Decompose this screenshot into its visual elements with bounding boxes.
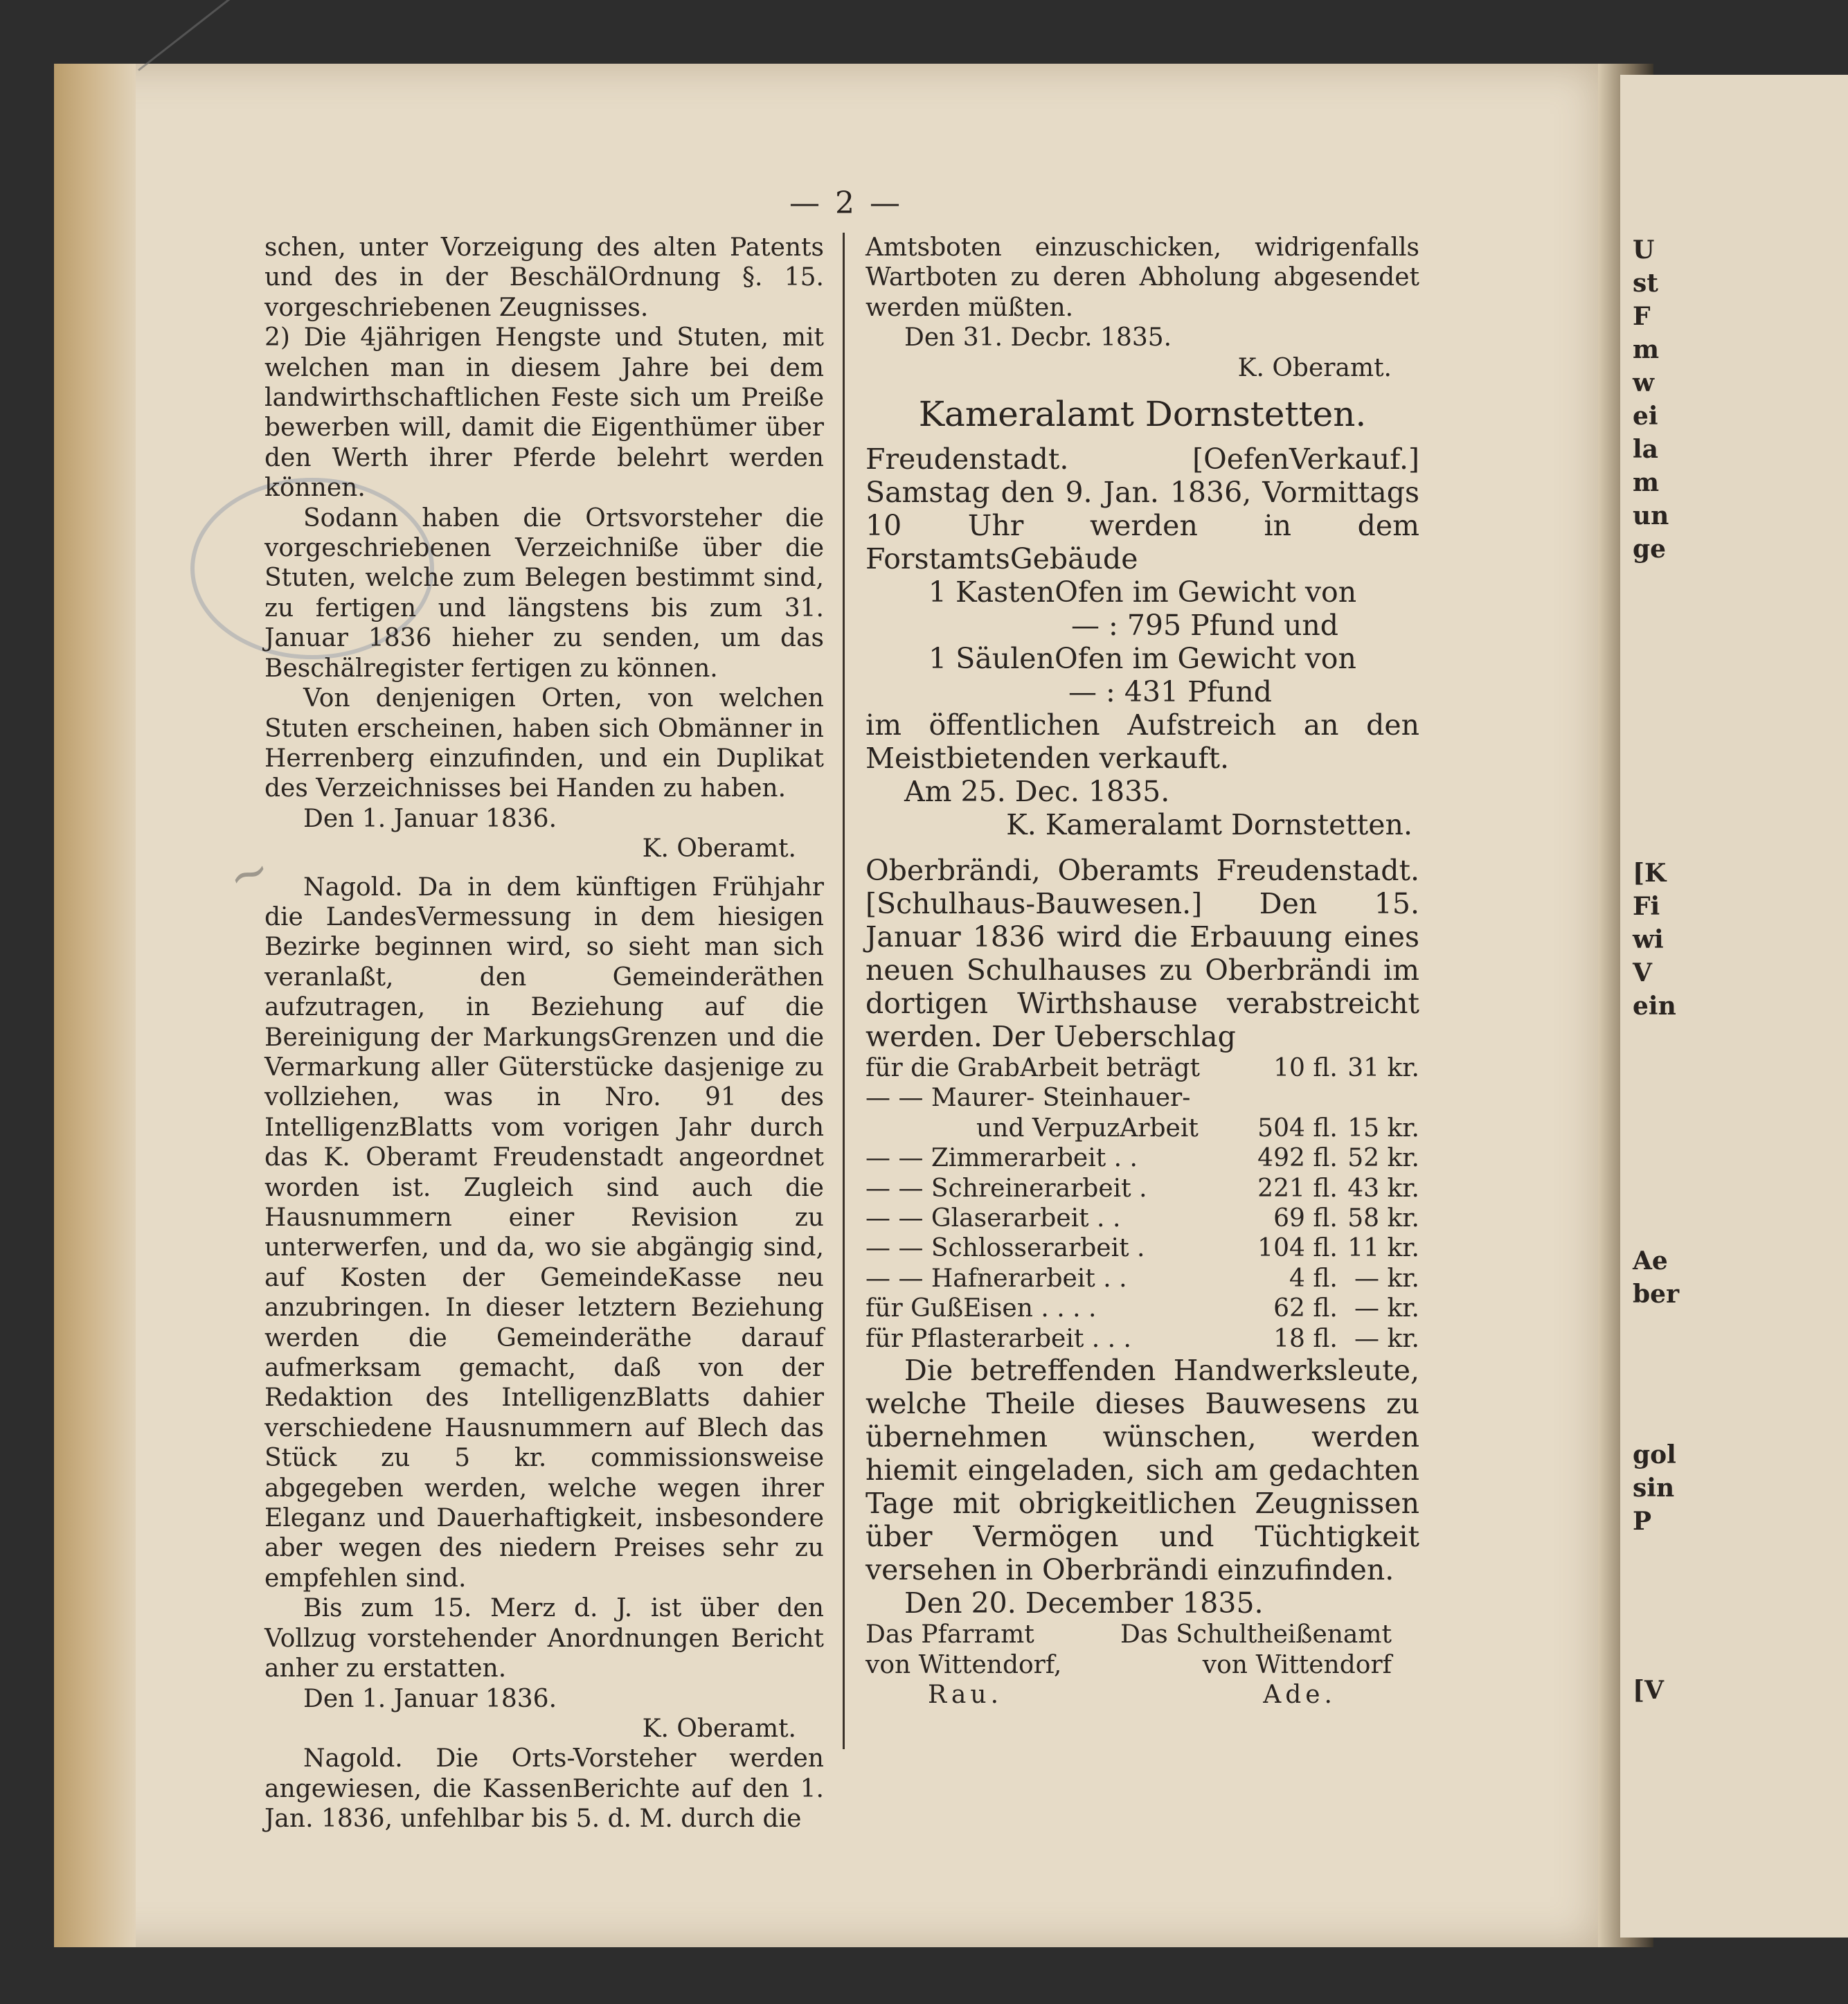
next-page-text-fragment: ein xyxy=(1633,992,1676,1021)
paragraph: Sodann haben die Ortsvorsteher die vorgeschriebenen Verzeichniße über die Stuten, welche zum Belegen bestimmt sind, zu fertigen und längstens bis zum 31. Januar 1836 hieher zu senden, um das Beschälregister fertigen zu können. xyxy=(264,503,824,683)
cost-label: — — Glaserarbeit . . xyxy=(865,1204,1121,1233)
cost-table xyxy=(865,1053,1419,1354)
cost-kreuzer: 58 kr. xyxy=(1347,1204,1419,1233)
cost-label: für Pflasterarbeit . . . xyxy=(865,1324,1131,1353)
next-page-text-fragment: [V xyxy=(1633,1676,1664,1705)
next-page-text-fragment: F xyxy=(1633,302,1651,331)
paragraph: 2) Die 4jährigen Hengste und Stuten, mit welchen man in diesem Jahre bei dem landwirthschaftlichen Feste sich um Preiße bewerben will, damit die Eigenthümer über den Werth ihrer Pferde belehrt werden können. xyxy=(264,323,824,503)
cost-kreuzer: — kr. xyxy=(1354,1294,1419,1323)
cost-kreuzer: 15 kr. xyxy=(1347,1113,1419,1143)
cost-row xyxy=(865,1324,1419,1354)
next-page-text-fragment: ge xyxy=(1633,535,1667,564)
next-page-text-fragment: [K xyxy=(1633,859,1667,888)
cost-row xyxy=(865,1174,1419,1204)
dateline: Am 25. Dec. 1835. xyxy=(904,775,1170,809)
next-page-text-fragment: U xyxy=(1633,235,1655,265)
signature-name: Rau. xyxy=(928,1680,1003,1709)
next-page-text-fragment: ei xyxy=(1633,402,1658,431)
paragraph: Nagold. Da in dem künftigen Frühjahr die LandesVermessung in dem hiesigen Bezirke beginnen wird, so sieht man sich veranlaßt, den Gemeinderäthen aufzutragen, in Beziehung auf die Bereinigung der MarkungsGrenzen und die Vermarkung aller Güterstücke dasjenige zu vollziehen, was in Nro. 91 des IntelligenzBlatts vom vorigen Jahr durch das K. Oberamt Freudenstadt angeordnet worden ist. Zugleich sind auch die Hausnummern einer Revision zu unterwerfen, und da, wo sie abgängig sind, auf Kosten der GemeindeKasse neu anzubringen. In dieser letztern Beziehung werden die Gemeinderäthe darauf aufmerksam gemacht, daß von der Redaktion des IntelligenzBlatts dahier verschiedene Hausnummern auf Blech das Stück zu 5 kr. commissionsweise abgegeben werden, welche wegen ihrer Eleganz und Dauerhaftigkeit, insbesondere aber wegen des niedern Preises sehr zu empfehlen sind. xyxy=(264,873,824,1593)
cost-label: — — Schreinerarbeit . xyxy=(865,1174,1147,1203)
signature-office: Das Schultheißenamt xyxy=(1120,1620,1392,1649)
cost-row xyxy=(865,1233,1419,1263)
signature: K. Kameralamt Dornstetten. xyxy=(1006,808,1412,842)
cost-florins: 10 fl. xyxy=(1273,1054,1338,1083)
paragraph: Bis zum 15. Merz d. J. ist über den Vollzug vorstehender Anordnungen Bericht anher zu erstatten. xyxy=(264,1594,824,1683)
next-page-text-fragment: P xyxy=(1633,1507,1652,1536)
dateline: Den 31. Decbr. 1835. xyxy=(904,323,1172,352)
cost-florins: 221 fl. xyxy=(1257,1174,1338,1203)
signature-place: von Wittendorf, xyxy=(865,1650,1062,1679)
signature-place: von Wittendorf xyxy=(1202,1650,1392,1679)
cost-row xyxy=(865,1143,1419,1173)
cost-row xyxy=(865,1083,1419,1113)
sale-item: 1 KastenOfen im Gewicht von xyxy=(928,575,1357,609)
cost-florins: 492 fl. xyxy=(1257,1144,1338,1173)
cost-label: — — Zimmerarbeit . . xyxy=(865,1144,1138,1173)
next-page-text-fragment: w xyxy=(1633,368,1654,397)
next-page-text-fragment: sin xyxy=(1633,1474,1675,1503)
dateline: Den 20. December 1835. xyxy=(904,1586,1264,1620)
right-column xyxy=(865,233,1419,1710)
cost-kreuzer xyxy=(1338,1083,1419,1113)
cost-row xyxy=(865,1113,1419,1143)
cost-row xyxy=(865,1053,1419,1083)
cost-label: für die GrabArbeit beträgt xyxy=(865,1054,1200,1083)
cost-row xyxy=(865,1294,1419,1323)
next-page-text-fragment: ber xyxy=(1633,1280,1680,1309)
cost-row xyxy=(865,1204,1419,1233)
cost-florins: 62 fl. xyxy=(1273,1294,1338,1323)
dateline: Den 1. Januar 1836. xyxy=(303,804,557,833)
next-page-text-fragment: V xyxy=(1633,958,1652,987)
cost-kreuzer: 11 kr. xyxy=(1347,1234,1419,1263)
sale-item-weight: — : 431 Pfund xyxy=(1068,675,1272,709)
cost-label: für GußEisen . . . . xyxy=(865,1294,1097,1323)
cost-florins: 4 fl. xyxy=(1289,1264,1338,1293)
cost-florins: 18 fl. xyxy=(1273,1324,1338,1353)
sale-item-weight: — : 795 Pfund und xyxy=(1070,609,1339,643)
paragraph: im öffentlichen Aufstreich an den Meistbietenden verkauft. xyxy=(865,708,1419,776)
next-page-text-fragment: wi xyxy=(1633,925,1664,954)
column-rule xyxy=(843,233,845,1749)
handwritten-note: ~ xyxy=(219,839,278,907)
sale-item: 1 SäulenOfen im Gewicht von xyxy=(929,642,1356,676)
next-page-text-fragment: gol xyxy=(1633,1440,1676,1469)
next-page-text-fragment: st xyxy=(1633,269,1658,298)
paragraph: Von denjenigen Orten, von welchen Stuten erscheinen, haben sich Obmänner in Herrenberg einzufinden, und ein Duplikat des Verzeichnisses bei Handen zu haben. xyxy=(264,684,824,803)
next-page-edge xyxy=(1620,75,1848,1938)
next-page-text-fragment: Ae xyxy=(1633,1246,1668,1276)
cost-label: und VerpuzArbeit xyxy=(976,1113,1199,1143)
pencil-mark xyxy=(138,0,297,71)
paragraph: Freudenstadt. [OefenVerkauf.] Samstag den 9. Jan. 1836, Vormittags 10 Uhr werden in dem ForstamtsGebäude xyxy=(865,442,1419,576)
paragraph: Nagold. Die Orts-Vorsteher werden angewiesen, die KassenBerichte auf den 1. Jan. 1836, unfehlbar bis 5. d. M. durch die xyxy=(264,1744,824,1834)
cost-florins: 104 fl. xyxy=(1257,1234,1338,1263)
paragraph: Oberbrändi, Oberamts Freudenstadt. [Schulhaus-Bauwesen.] Den 15. Januar 1836 wird die Erbauung eines neuen Schulhauses zu Oberbrändi im dortigen Wirthshause verabstreicht werden. Der Ueberschlag xyxy=(865,854,1419,1054)
cost-label: — — Schlosserarbeit . xyxy=(865,1234,1145,1263)
cost-kreuzer: — kr. xyxy=(1354,1264,1419,1293)
left-column xyxy=(264,233,824,1834)
page-number: — 2 — xyxy=(789,186,903,221)
signature: K. Oberamt. xyxy=(642,1714,796,1743)
cost-florins: 504 fl. xyxy=(1257,1113,1338,1143)
cost-kreuzer: 52 kr. xyxy=(1347,1144,1419,1173)
next-page-text-fragment: Fi xyxy=(1633,892,1660,921)
signature-office: Das Pfarramt xyxy=(865,1620,1034,1649)
cost-label: — — Hafnerarbeit . . xyxy=(865,1264,1127,1293)
signature: K. Oberamt. xyxy=(1237,353,1392,382)
next-page-text-fragment: la xyxy=(1633,435,1659,464)
signature-block xyxy=(865,1620,1419,1710)
paragraph: Die betreffenden Handwerksleute, welche Theile dieses Bauwesens zu übernehmen wünschen, werden hiemit eingeladen, sich am gedachten Tage mit obrigkeitlichen Zeugnissen über Vermögen und Tüchtigkeit versehen in Oberbrändi einzufinden. xyxy=(865,1354,1419,1587)
section-heading: Kameralamt Dornstetten. xyxy=(918,394,1367,435)
paragraph: Amtsboten einzuschicken, widrigenfalls Wartboten zu deren Abholung abgesendet werden müßten. xyxy=(865,233,1419,322)
signature-name: Ade. xyxy=(1263,1680,1336,1709)
dateline: Den 1. Januar 1836. xyxy=(303,1684,557,1713)
book-spine-edge xyxy=(54,64,136,1947)
next-page-text-fragment: un xyxy=(1633,501,1669,530)
signature: K. Oberamt. xyxy=(642,834,796,864)
next-page-text-fragment: m xyxy=(1633,468,1660,497)
cost-florins: 69 fl. xyxy=(1273,1204,1338,1233)
cost-kreuzer: 43 kr. xyxy=(1347,1174,1419,1203)
cost-row xyxy=(865,1264,1419,1294)
cost-florins xyxy=(1246,1083,1338,1113)
cost-label: — — Maurer- Steinhauer- xyxy=(865,1084,1191,1113)
cost-kreuzer: 31 kr. xyxy=(1347,1054,1419,1083)
cost-kreuzer: — kr. xyxy=(1354,1324,1419,1353)
paragraph: schen, unter Vorzeigung des alten Patents und des in der BeschälOrdnung §. 15. vorgeschriebenen Zeugnisses. xyxy=(264,233,824,322)
next-page-text-fragment: m xyxy=(1633,335,1660,364)
